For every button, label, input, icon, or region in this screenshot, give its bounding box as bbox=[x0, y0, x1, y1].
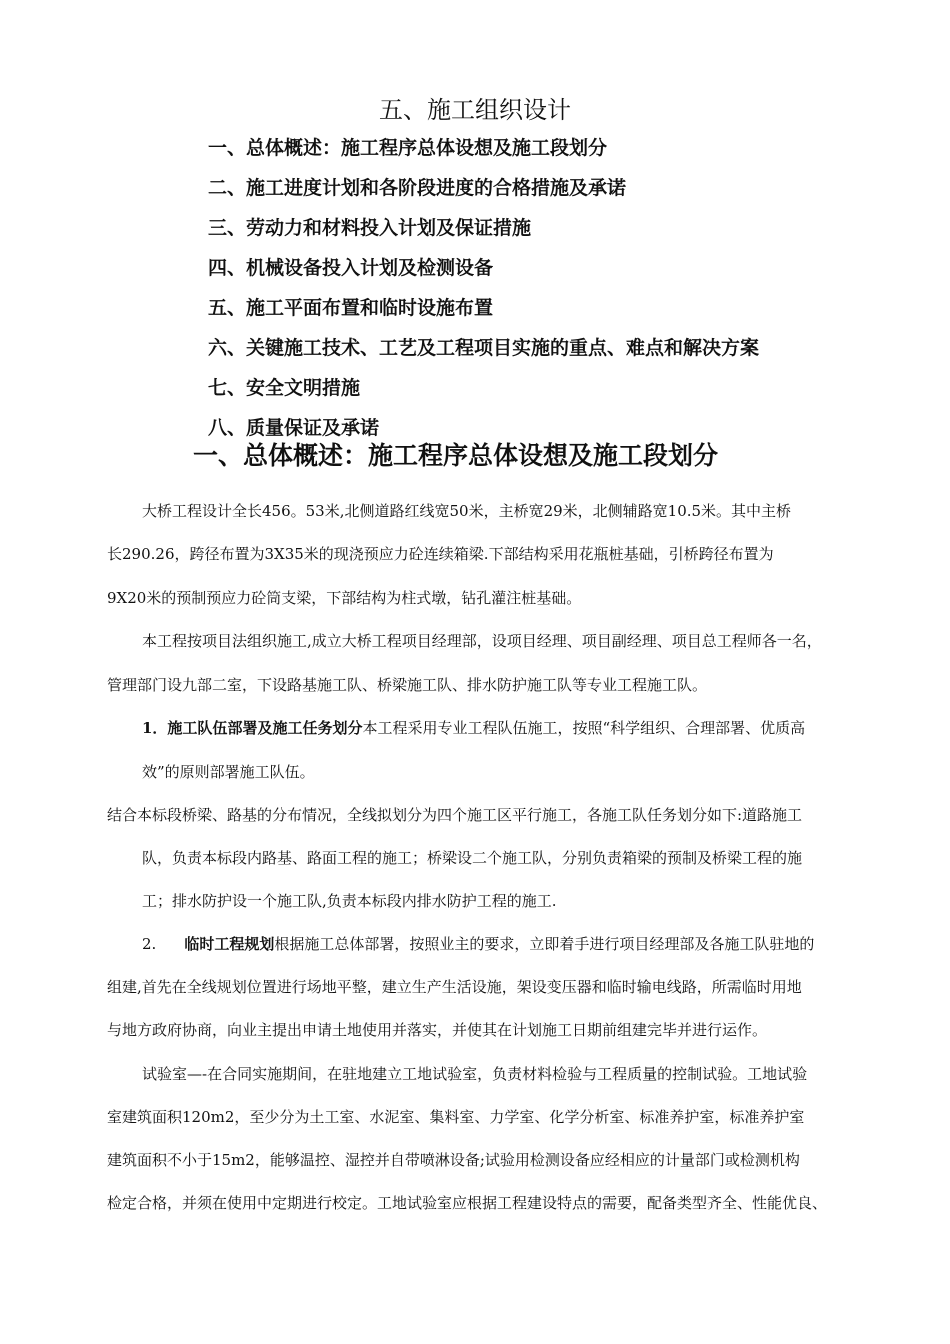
paragraph-line: 大桥工程设计全长456。53米,北侧道路红线宽50米，主桥宽29米，北侧辅路宽10.5米。其中主桥 bbox=[142, 502, 792, 520]
paragraph-line: 试验室—-在合同实施期间，在驻地建立工地试验室，负责材料检验与工程质量的控制试验。工地试验 bbox=[142, 1065, 808, 1083]
toc-item-2: 二、施工进度计划和各阶段进度的合格措施及承诺 bbox=[208, 177, 627, 199]
item-1-text: 本工程采用专业工程队伍施工，按照“科学组织、合理部署、优质高 bbox=[362, 719, 806, 737]
toc-item-3: 三、劳动力和材料投入计划及保证措施 bbox=[208, 217, 532, 239]
toc-item-6: 六、关键施工技术、工艺及工程项目实施的重点、难点和解决方案 bbox=[208, 337, 760, 359]
toc-item-5: 五、施工平面布置和临时设施布置 bbox=[208, 297, 494, 319]
item-2-number: 2. bbox=[142, 935, 157, 953]
paragraph-line: 与地方政府协商，向业主提出申请土地使用并落实，并使其在计划施工日期前组建完毕并进行运作。 bbox=[107, 1021, 768, 1039]
item-2-line bbox=[142, 934, 814, 954]
paragraph-line: 管理部门设九部二室，下设路基施工队、桥梁施工队、排水防护施工队等专业工程施工队。 bbox=[107, 676, 708, 694]
item-2-lead: 临时工程规划 bbox=[184, 935, 275, 953]
item-1-line bbox=[142, 718, 805, 738]
item-2-text: 根据施工总体部署，按照业主的要求，立即着手进行项目经理部及各施工队驻地的 bbox=[274, 935, 815, 953]
paragraph-line: 效”的原则部署施工队伍。 bbox=[142, 763, 315, 781]
toc-item-8: 八、质量保证及承诺 bbox=[208, 417, 380, 439]
paragraph-line: 本工程按项目法组织施工,成立大桥工程项目经理部，设项目经理、项目副经理、项目总工程师各一名， bbox=[142, 632, 822, 650]
paragraph-line: 工；排水防护设一个施工队,负责本标段内排水防护工程的施工. bbox=[142, 892, 557, 910]
item-1-lead: 1．施工队伍部署及施工任务划分 bbox=[142, 719, 363, 737]
paragraph-line: 队，负责本标段内路基、路面工程的施工；桥梁设二个施工队，分别负责箱梁的预制及桥梁工程的施 bbox=[142, 849, 803, 867]
toc-item-7: 七、安全文明措施 bbox=[208, 377, 361, 399]
page-title: 五、施工组织设计 bbox=[379, 96, 571, 124]
paragraph-line: 检定合格，并须在使用中定期进行校定。工地试验室应根据工程建设特点的需要，配备类型齐全、性能优良、 bbox=[107, 1194, 828, 1212]
paragraph-line: 室建筑面积120m2，至少分为土工室、水泥室、集料室、力学室、化学分析室、标准养护室，标准养护室 bbox=[107, 1108, 805, 1126]
toc-item-4: 四、机械设备投入计划及检测设备 bbox=[208, 257, 494, 279]
paragraph-line: 结合本标段桥梁、路基的分布情况，全线拟划分为四个施工区平行施工，各施工队任务划分如下:道路施工 bbox=[107, 806, 803, 824]
section-heading: 一、总体概述：施工程序总体设想及施工段划分 bbox=[193, 441, 719, 470]
toc-item-1: 一、总体概述：施工程序总体设想及施工段划分 bbox=[208, 137, 608, 159]
paragraph-line: 长290.26，跨径布置为3X35米的现浇预应力砼连续箱梁.下部结构采用花瓶桩基础，引桥跨径布置为 bbox=[107, 545, 774, 563]
paragraph-line: 9X20米的预制预应力砼筒支梁，下部结构为柱式墩，钻孔灌注桩基础。 bbox=[107, 589, 582, 607]
paragraph-line: 建筑面积不小于15m2，能够温控、湿控并自带喷淋设备;试验用检测设备应经相应的计量部门或检测机构 bbox=[107, 1151, 800, 1169]
paragraph-line: 组建,首先在全线规划位置进行场地平整，建立生产生活设施，架设变压器和临时输电线路，所需临时用地 bbox=[107, 978, 802, 996]
